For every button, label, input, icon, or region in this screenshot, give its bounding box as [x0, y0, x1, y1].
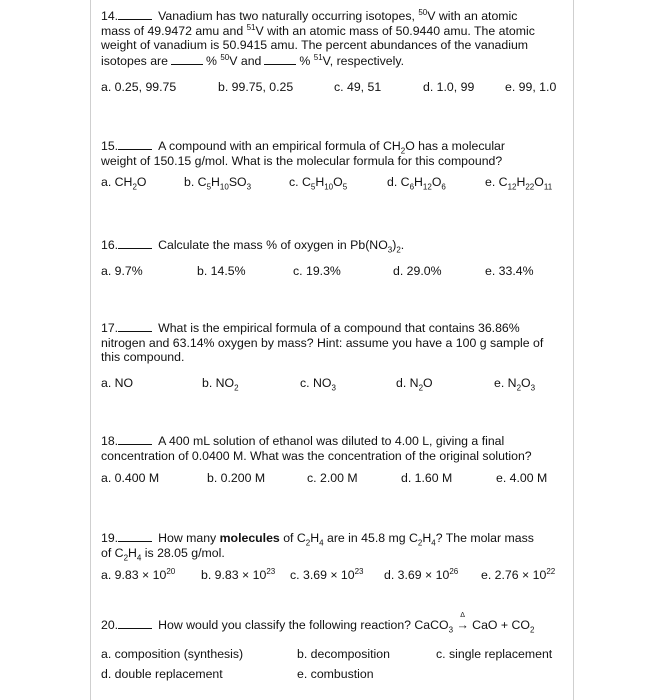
choice-14c[interactable]: c. 49, 51 — [334, 80, 382, 94]
abundance-blank-v50[interactable] — [171, 53, 203, 65]
abundance-blank-v51[interactable] — [264, 53, 296, 65]
question-15: 15. A compound with an empirical formula of $CH_2O$ has a molecular weight of 150.15 g/mol. What is the molecular formula for this compound? — [101, 139, 505, 168]
choice-20a[interactable]: a. composition (synthesis) — [101, 647, 244, 661]
question-16: 16. Calculate the mass % of oxygen in $Pb(NO_3)_2$. — [101, 238, 405, 255]
choice-18e[interactable]: e. 4.00 M — [496, 471, 548, 485]
choice-15e[interactable]: e. $C_{12}H_{22}O_{11}$ — [485, 175, 553, 192]
heat-arrow: Δ → — [456, 612, 469, 632]
choice-16d[interactable]: d. 29.0% — [393, 264, 442, 278]
question-18: 18. A 400 mL solution of ethanol was diluted to 4.00 L, giving a final concentration of 0.0400 M. What was the concentration of the original solution? — [101, 434, 532, 463]
choice-15b[interactable]: b. $C_5H_{10}SO_3$ — [184, 175, 252, 192]
choice-16a[interactable]: a. 9.7% — [101, 264, 143, 278]
choice-15a[interactable]: a. $CH_2O$ — [101, 175, 147, 192]
choice-19d[interactable]: d. $3.69 \times 10^{26}$ — [384, 566, 459, 582]
choice-18c[interactable]: c. 2.00 M — [307, 471, 358, 485]
answer-blank[interactable] — [118, 433, 152, 445]
choice-19b[interactable]: b. $9.83 \times 10^{23}$ — [201, 566, 276, 582]
choice-16c[interactable]: c. 19.3% — [293, 264, 341, 278]
question-20: 20. How would you classify the following reaction? CaCO$_3$ Δ → CaO + $CO_2$ — [101, 612, 535, 635]
question-number: 20. — [101, 618, 119, 632]
question-19: 19. How many molecules of $C_2H_4$ are in 45.8 mg $C_2H_4$? The molar mass of $C_2H_4$ is 28.05 g/mol. — [101, 531, 534, 562]
choice-17d[interactable]: d. $N_2O$ — [396, 376, 433, 393]
question-number: 18. — [101, 434, 119, 448]
question-number: 16. — [101, 238, 119, 252]
page-border-right — [573, 0, 574, 700]
choice-16b[interactable]: b. 14.5% — [197, 264, 246, 278]
choice-19a[interactable]: a. $9.83 \times 10^{20}$ — [101, 566, 176, 582]
question-number: 17. — [101, 321, 119, 335]
answer-blank[interactable] — [118, 617, 152, 629]
answer-blank[interactable] — [118, 530, 152, 542]
choice-18d[interactable]: d. 1.60 M — [401, 471, 453, 485]
answer-blank[interactable] — [118, 8, 152, 20]
choice-17a[interactable]: a. NO — [101, 376, 134, 390]
choice-14b[interactable]: b. 99.75, 0.25 — [218, 80, 294, 94]
choice-17c[interactable]: c. $NO_3$ — [300, 376, 336, 393]
choice-20b[interactable]: b. decomposition — [297, 647, 390, 661]
choice-15d[interactable]: d. $C_6H_{12}O_6$ — [387, 175, 446, 192]
question-number: 14. — [101, 9, 119, 23]
question-number: 15. — [101, 139, 119, 153]
choice-18a[interactable]: a. 0.400 M — [101, 471, 160, 485]
choice-20e[interactable]: e. combustion — [297, 667, 374, 681]
choice-20c[interactable]: c. single replacement — [436, 647, 553, 661]
question-number: 19. — [101, 531, 119, 545]
answer-blank[interactable] — [118, 138, 152, 150]
choice-16e[interactable]: e. 33.4% — [485, 264, 534, 278]
answer-blank[interactable] — [118, 320, 152, 332]
choice-14d[interactable]: d. 1.0, 99 — [423, 80, 475, 94]
choice-19c[interactable]: c. $3.69 \times 10^{23}$ — [290, 566, 364, 582]
choice-15c[interactable]: c. $C_5H_{10}O_5$ — [289, 175, 348, 192]
answer-blank[interactable] — [118, 237, 152, 249]
question-14: 14. Vanadium has two naturally occurring isotopes, $^{50}$V with an atomic mass of 49.9472 amu and $^{51}$V with an atomic mass of 50.9440 amu. The atomic weight of vanadium is 50.9415 amu. The percent abundances of the vanadium isotopes are % $^{50}$V and % $^{51}$V, respectively. — [101, 7, 535, 68]
page-border-left — [90, 0, 91, 700]
question-17: 17. What is the empirical formula of a compound that contains 36.86% nitrogen and 63.14% oxygen by mass? Hint: assume you have a 100 g sample of this compound. — [101, 321, 544, 364]
choice-18b[interactable]: b. 0.200 M — [207, 471, 266, 485]
choice-17e[interactable]: e. $N_2O_3$ — [494, 376, 536, 393]
choice-19e[interactable]: e. $2.76 \times 10^{22}$ — [481, 566, 556, 582]
choice-14a[interactable]: a. 0.25, 99.75 — [101, 80, 177, 94]
choice-14e[interactable]: e. 99, 1.0 — [505, 80, 557, 94]
choice-20d[interactable]: d. double replacement — [101, 667, 223, 681]
choice-17b[interactable]: b. $NO_2$ — [202, 376, 239, 393]
